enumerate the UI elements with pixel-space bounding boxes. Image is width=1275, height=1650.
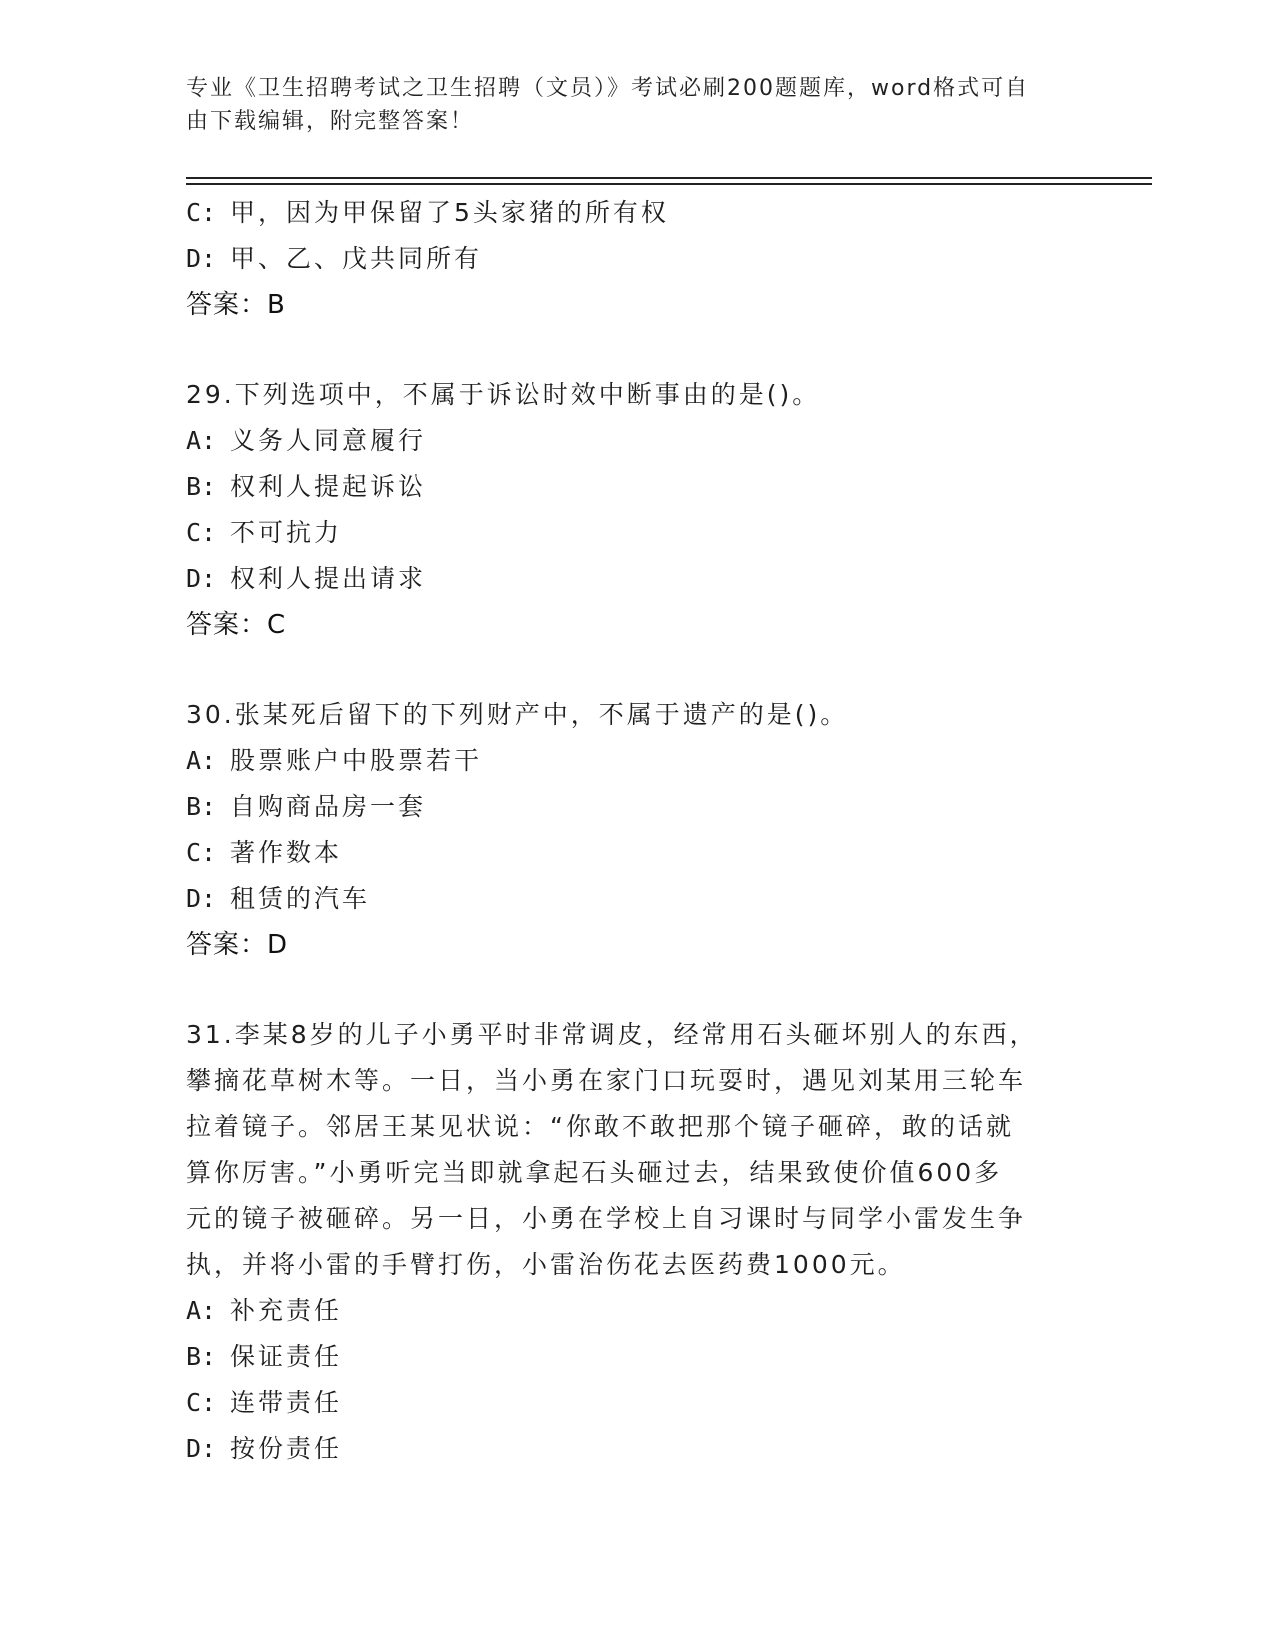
option-d bbox=[186, 1426, 1066, 1472]
option-text: 甲、乙、戊共同所有 bbox=[230, 244, 483, 273]
option-b bbox=[186, 784, 1066, 830]
option-key: B: bbox=[186, 1342, 217, 1371]
answer-line: 答案：D bbox=[186, 930, 289, 960]
option-c bbox=[186, 510, 1066, 556]
option-key: D: bbox=[186, 244, 217, 273]
stem-line: 拉着镜子。邻居王某见状说：“你敢不敢把那个镜子砸碎，敢的话就 bbox=[186, 1112, 1014, 1141]
option-key: C: bbox=[186, 1388, 217, 1417]
option-key: A: bbox=[186, 1296, 217, 1325]
option-c bbox=[186, 830, 1066, 876]
option-text: 连带责任 bbox=[230, 1388, 343, 1417]
question-stem: 29.下列选项中，不属于诉讼时效中断事由的是()。 bbox=[186, 380, 821, 409]
question-stem: 30.张某死后留下的下列财产中，不属于遗产的是()。 bbox=[186, 700, 849, 729]
option-text: 著作数本 bbox=[230, 838, 343, 867]
question-stem bbox=[186, 1012, 1066, 1288]
option-text: 自购商品房一套 bbox=[230, 792, 427, 821]
option-key: B: bbox=[186, 792, 217, 821]
option-key: C: bbox=[186, 518, 217, 547]
spacer bbox=[186, 968, 1066, 1012]
option-key: A: bbox=[186, 426, 217, 455]
option-text: 股票账户中股票若干 bbox=[230, 746, 483, 775]
option-key: B: bbox=[186, 472, 217, 501]
option-text: 不可抗力 bbox=[230, 518, 343, 547]
option-text: 权利人提出请求 bbox=[230, 564, 427, 593]
question-30 bbox=[186, 692, 1066, 968]
question-list bbox=[186, 190, 1066, 1472]
answer-line: 答案：B bbox=[186, 290, 286, 320]
spacer bbox=[186, 328, 1066, 372]
spacer bbox=[186, 648, 1066, 692]
answer-line: 答案：C bbox=[186, 610, 287, 640]
stem-line: 31.李某8岁的儿子小勇平时非常调皮，经常用石头砸坏别人的东西， bbox=[186, 1020, 1038, 1049]
option-key: C: bbox=[186, 838, 217, 867]
option-key: A: bbox=[186, 746, 217, 775]
question-28 bbox=[186, 190, 1066, 328]
option-c bbox=[186, 1380, 1066, 1426]
option-b bbox=[186, 1334, 1066, 1380]
header-line-1: 专业《卫生招聘考试之卫生招聘（文员）》考试必刷200题题库，word格式可自 bbox=[186, 76, 1030, 101]
stem-line: 攀摘花草树木等。一日，当小勇在家门口玩耍时，遇见刘某用三轮车 bbox=[186, 1066, 1027, 1095]
option-text: 租赁的汽车 bbox=[230, 884, 371, 913]
stem-line: 元的镜子被砸碎。另一日，小勇在学校上自习课时与同学小雷发生争 bbox=[186, 1204, 1027, 1233]
option-key: C: bbox=[186, 198, 217, 227]
option-d bbox=[186, 556, 1066, 602]
option-b bbox=[186, 464, 1066, 510]
option-text: 义务人同意履行 bbox=[230, 426, 427, 455]
header-line-2: 由下载编辑，附完整答案！ bbox=[186, 109, 475, 134]
stem-line: 算你厉害。”小勇听完当即就拿起石头砸过去，结果致使价值600多 bbox=[186, 1158, 1003, 1187]
stem-line: 执，并将小雷的手臂打伤，小雷治伤花去医药费1000元。 bbox=[186, 1250, 906, 1279]
option-text: 权利人提起诉讼 bbox=[230, 472, 427, 501]
option-key: D: bbox=[186, 1434, 217, 1463]
option-text: 按份责任 bbox=[230, 1434, 343, 1463]
option-d bbox=[186, 876, 1066, 922]
option-a bbox=[186, 738, 1066, 784]
option-c bbox=[186, 190, 1066, 236]
header-divider-bottom bbox=[186, 183, 1152, 185]
option-d bbox=[186, 236, 1066, 282]
option-text: 保证责任 bbox=[230, 1342, 343, 1371]
option-key: D: bbox=[186, 884, 217, 913]
question-31 bbox=[186, 1012, 1066, 1472]
document-header bbox=[186, 72, 1066, 138]
header-divider-top bbox=[186, 177, 1152, 179]
option-a bbox=[186, 1288, 1066, 1334]
option-text: 甲，因为甲保留了5头家猪的所有权 bbox=[230, 198, 669, 227]
option-text: 补充责任 bbox=[230, 1296, 343, 1325]
option-key: D: bbox=[186, 564, 217, 593]
option-a bbox=[186, 418, 1066, 464]
question-29 bbox=[186, 372, 1066, 648]
